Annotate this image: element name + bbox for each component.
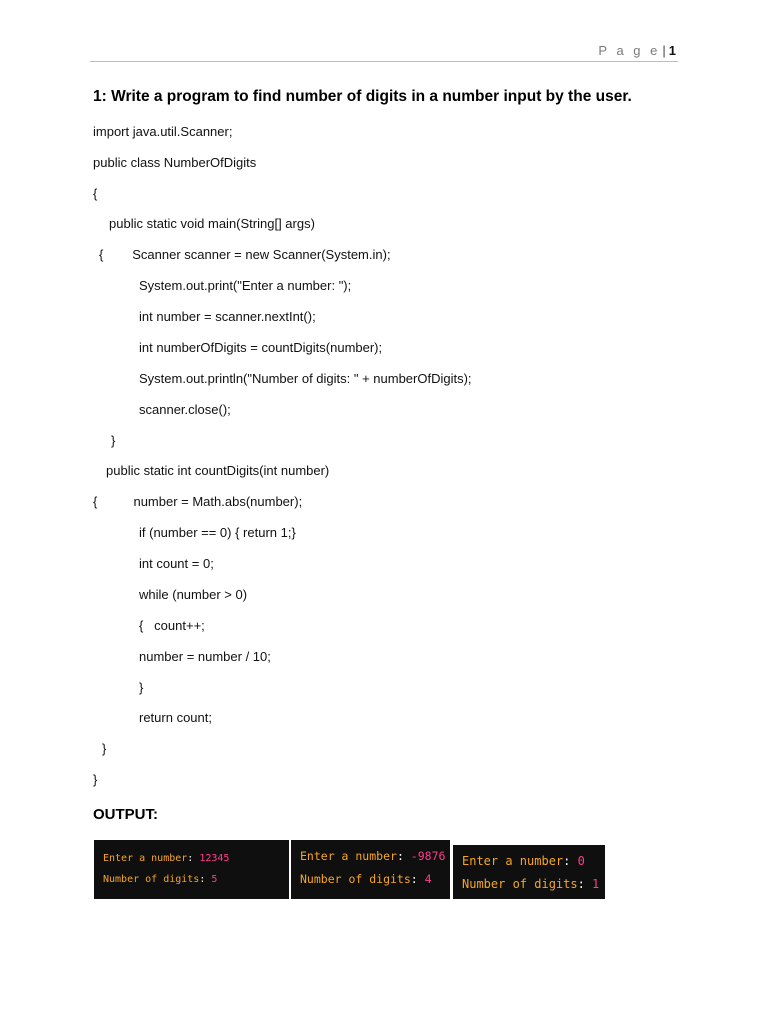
result-label: Number of digits [462, 877, 578, 891]
code-line: int count = 0; [139, 556, 214, 571]
code-line: public static int countDigits(int number) [106, 463, 330, 478]
page-number: 1 [668, 43, 676, 58]
code-line: System.out.print("Enter a number: "); [139, 278, 352, 293]
code-line: public static void main(String[] args) [109, 216, 315, 231]
result-value: 1 [592, 877, 600, 891]
code-line: { Scanner scanner = new Scanner(System.in); [99, 247, 391, 262]
input-value: -9876 [410, 849, 446, 863]
result-line: Number of digits: 5 [103, 874, 218, 885]
code-line: if (number == 0) { return 1;} [139, 525, 296, 540]
result-value: 4 [424, 872, 432, 886]
code-line: int number = scanner.nextInt(); [139, 309, 316, 324]
page-number-indicator [598, 43, 676, 58]
input-value: 12345 [199, 853, 230, 864]
terminal-output-3 [453, 845, 605, 899]
output-heading: OUTPUT: [93, 806, 158, 823]
code-line: } [93, 772, 98, 787]
page-label: P a g e [598, 43, 661, 58]
result-line: Number of digits: 1 [462, 877, 600, 891]
code-line: } [102, 741, 107, 756]
question-title: 1: Write a program to find number of digits in a number input by the user. [93, 88, 632, 105]
code-line: } [139, 680, 144, 695]
code-line: { number = Math.abs(number); [93, 494, 303, 509]
result-value: 5 [211, 874, 218, 885]
code-line: import java.util.Scanner; [93, 124, 233, 139]
terminal-output-1 [94, 840, 289, 899]
prompt-line: Enter a number: -9876 [300, 849, 446, 863]
page-header [90, 42, 678, 62]
result-label: Number of digits [103, 874, 200, 885]
prompt-line: Enter a number: 0 [462, 854, 585, 868]
input-value: 0 [577, 854, 585, 868]
code-line: { [93, 186, 98, 201]
prompt-label: Enter a number [462, 854, 564, 868]
page-separator: | [662, 43, 666, 58]
result-label: Number of digits [300, 872, 411, 886]
terminal-output-2 [291, 840, 450, 899]
code-line: scanner.close(); [139, 402, 231, 417]
prompt-line: Enter a number: 12345 [103, 853, 230, 864]
code-line: System.out.println("Number of digits: " + numberOfDigits); [139, 371, 472, 386]
code-line: { count++; [139, 618, 205, 633]
code-line: number = number / 10; [139, 649, 271, 664]
prompt-label: Enter a number [103, 853, 188, 864]
code-line: } [111, 433, 116, 448]
prompt-label: Enter a number [300, 849, 397, 863]
code-line: int numberOfDigits = countDigits(number); [139, 340, 383, 355]
code-line: while (number > 0) [139, 587, 248, 602]
result-line: Number of digits: 4 [300, 872, 432, 886]
code-line: return count; [139, 710, 212, 725]
code-line: public class NumberOfDigits [93, 155, 257, 170]
